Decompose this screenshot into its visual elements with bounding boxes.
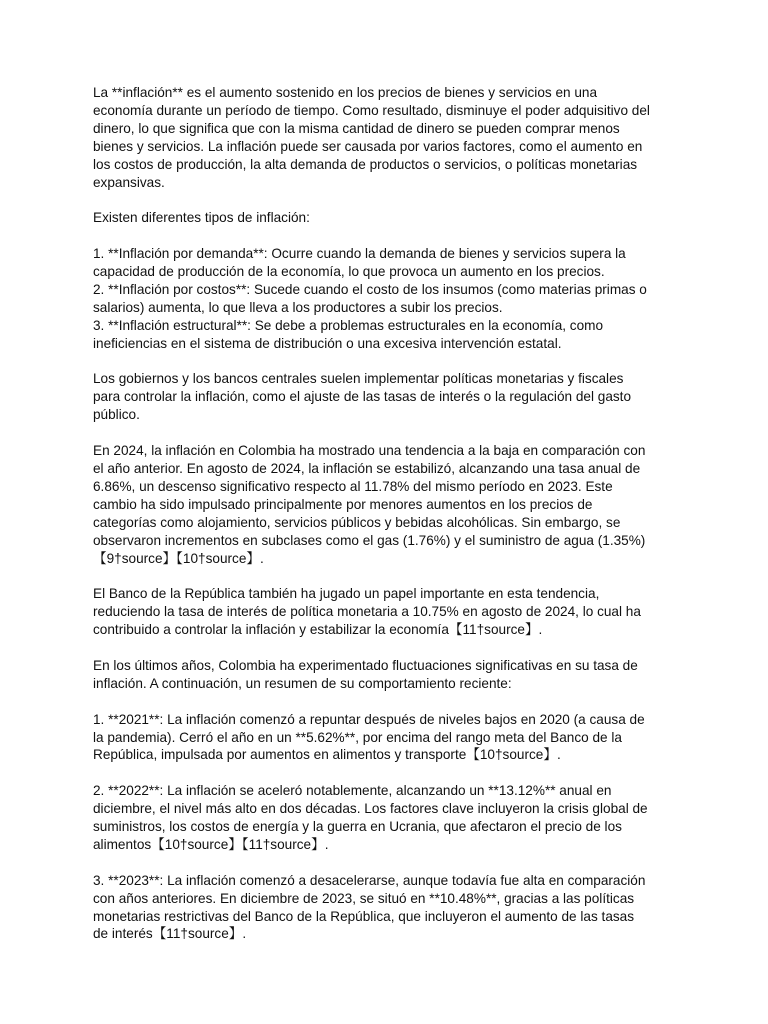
text-line: contribuido a controlar la inflación y estabilizar la economía【11†source】. <box>93 622 543 638</box>
paragraph-year-2023 <box>93 872 683 944</box>
paragraph-types-intro <box>93 209 683 227</box>
text-line: bienes y servicios. La inflación puede ser causada por varios factores, como el aumento en <box>93 138 643 154</box>
text-line: El Banco de la República también ha jugado un papel importante en esta tendencia, <box>93 586 600 602</box>
text-line: capacidad de producción de la economía, lo que provoca un aumento en los precios. <box>93 264 605 280</box>
text-line: el año anterior. En agosto de 2024, la inflación se estabilizó, alcanzando una tasa anual de <box>93 460 641 476</box>
paragraph-recent-years-intro <box>93 657 683 693</box>
text-line: ineficiencias en el sistema de distribución o una excesiva intervención estatal. <box>93 335 562 351</box>
text-line: diciembre, el nivel más alto en dos décadas. Los factores clave incluyeron la crisis global de <box>93 801 648 817</box>
text-line: inflación. A continuación, un resumen de su comportamiento reciente: <box>93 675 512 691</box>
paragraph-year-2022 <box>93 782 683 854</box>
paragraph-types-list <box>93 245 683 352</box>
text-line: salarios) aumenta, lo que lleva a los productores a subir los precios. <box>93 299 503 315</box>
text-line: 2. **2022**: La inflación se aceleró notablemente, alcanzando un **13.12%** anual en <box>93 783 612 799</box>
text-line: Los gobiernos y los bancos centrales suelen implementar políticas monetarias y fiscales <box>93 371 624 387</box>
text-line: En los últimos años, Colombia ha experimentado fluctuaciones significativas en su tasa de <box>93 657 638 673</box>
text-line: público. <box>93 407 140 423</box>
text-line: observaron incrementos en subclases como el gas (1.76%) y el suministro de agua (1.35%) <box>93 532 646 548</box>
text-line: La **inflación** es el aumento sostenido en los precios de bienes y servicios en una <box>93 85 598 100</box>
text-line: suministros, los costos de energía y la guerra en Ucrania, que afectaron el precio de los <box>93 819 622 835</box>
text-line: para controlar la inflación, como el ajuste de las tasas de interés o la regulación del gasto <box>93 389 632 405</box>
text-line: dinero, lo que significa que con la misma cantidad de dinero se pueden comprar menos <box>93 120 620 136</box>
document-body <box>93 84 683 961</box>
text-line: 3. **2023**: La inflación comenzó a desacelerarse, aunque todavía fue alta en comparación <box>93 872 646 888</box>
text-line: de interés【11†source】. <box>93 926 247 942</box>
text-line: Existen diferentes tipos de inflación: <box>93 210 310 226</box>
paragraph-banco-republica <box>93 585 683 639</box>
text-line: cambio ha sido impulsado principalmente por menores aumentos en los precios de <box>93 496 593 512</box>
text-line: categorías como alojamiento, servicios públicos y bebidas alcohólicas. Sin embargo, se <box>93 514 621 530</box>
paragraph-inflation-definition <box>93 84 683 191</box>
text-line: monetarias restrictivas del Banco de la República, que incluyeron el aumento de las tasas <box>93 908 635 924</box>
text-line: los costos de producción, la alta demanda de productos o servicios, o políticas monetarias <box>93 156 638 172</box>
text-line: expansivas. <box>93 174 165 190</box>
text-line: 3. **Inflación estructural**: Se debe a problemas estructurales en la economía, como <box>93 317 604 333</box>
text-line: economía durante un período de tiempo. Como resultado, disminuye el poder adquisitivo del <box>93 102 650 118</box>
text-line: República, impulsada por aumentos en alimentos y transporte【10†source】. <box>93 747 561 763</box>
text-line: En 2024, la inflación en Colombia ha mostrado una tendencia a la baja en comparación con <box>93 443 646 459</box>
text-line: la pandemia). Cerró el año en un **5.62%**, por encima del rango meta del Banco de la <box>93 729 622 745</box>
paragraph-government-policy <box>93 370 683 424</box>
text-line: reduciendo la tasa de interés de política monetaria a 10.75% en agosto de 2024, lo cual ha <box>93 604 641 620</box>
text-line: 2. **Inflación por costos**: Sucede cuando el costo de los insumos (como materias primas o <box>93 281 647 297</box>
text-line: alimentos【10†source】【11†source】. <box>93 836 329 852</box>
paragraph-year-2021 <box>93 711 683 765</box>
text-line: 6.86%, un descenso significativo respecto al 11.78% del mismo período en 2023. Este <box>93 478 613 494</box>
text-line: 1. **Inflación por demanda**: Ocurre cuando la demanda de bienes y servicios supera la <box>93 246 626 262</box>
text-line: 【9†source】【10†source】. <box>93 550 264 566</box>
paragraph-colombia-2024 <box>93 442 683 567</box>
text-line: 1. **2021**: La inflación comenzó a repuntar después de niveles bajos en 2020 (a causa de <box>93 711 645 727</box>
text-line: con años anteriores. En diciembre de 2023, se situó en **10.48%**, gracias a las políticas <box>93 890 635 906</box>
